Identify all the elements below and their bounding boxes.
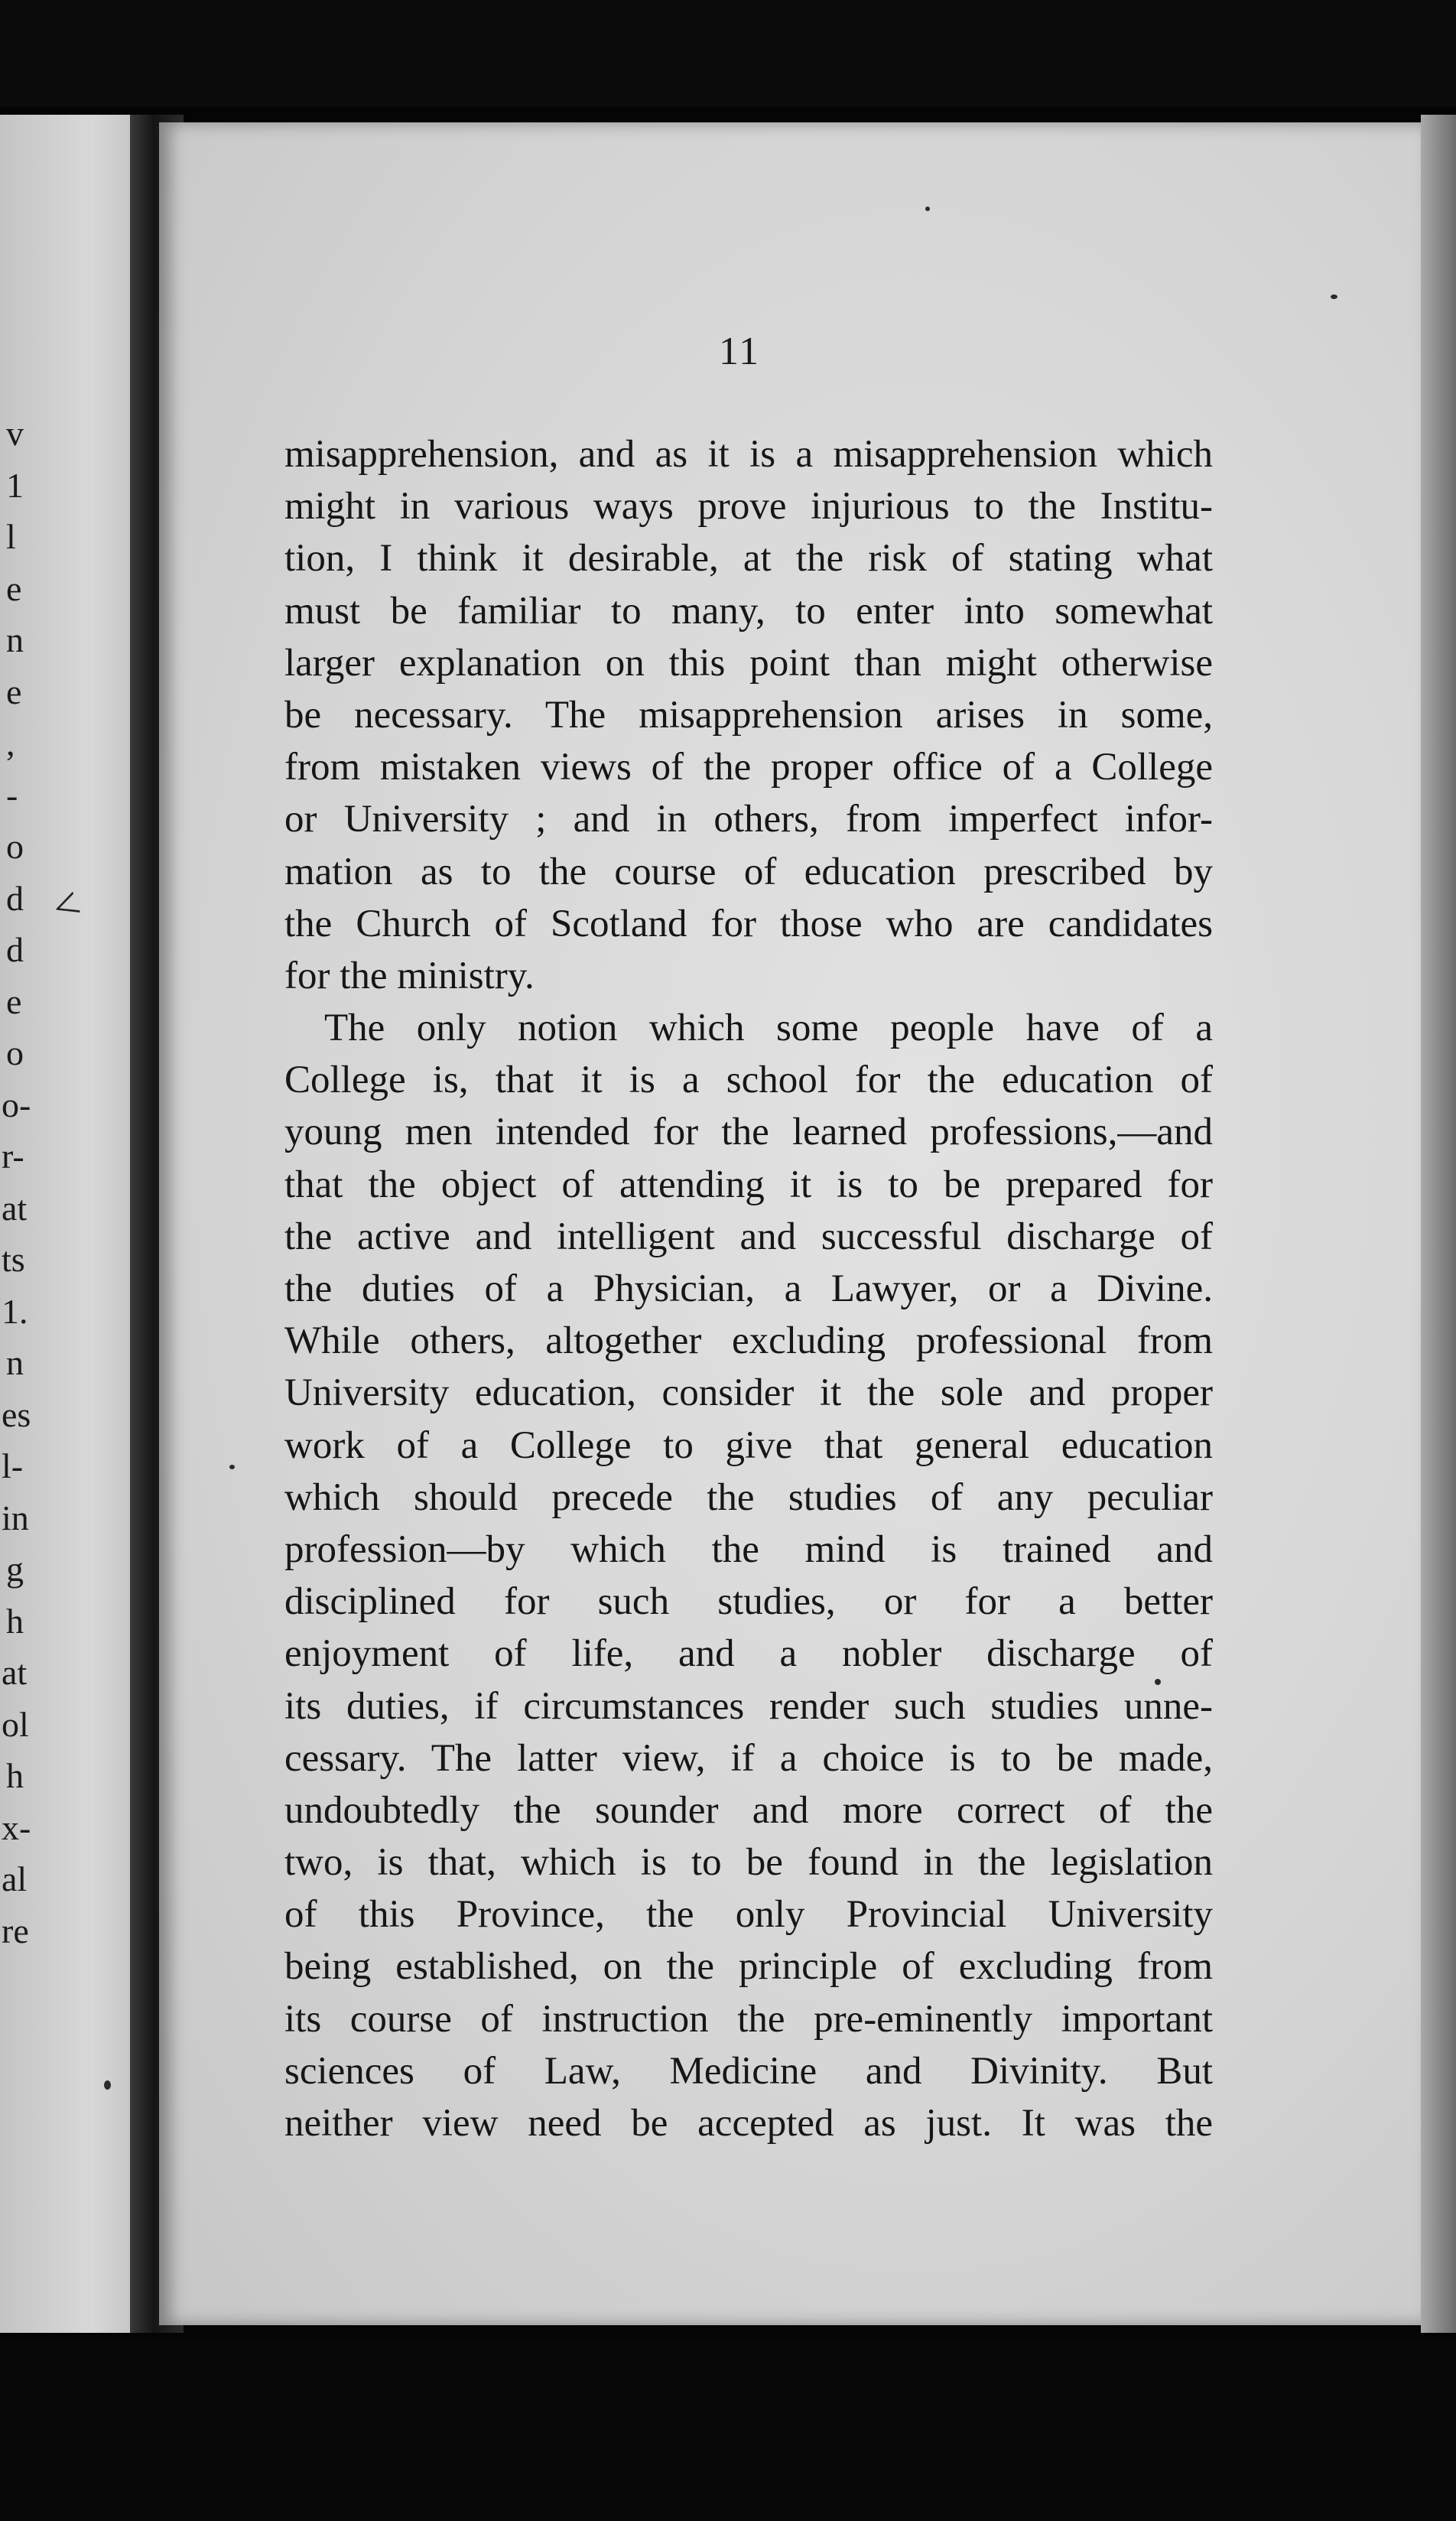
facing-page-text-fragment: at bbox=[2, 1188, 28, 1228]
text-line: misapprehension, and as it is a misapprehension which bbox=[284, 433, 1213, 476]
text-line: enjoyment of life, and a nobler discharge of bbox=[284, 1632, 1213, 1676]
scan-speck bbox=[1331, 294, 1337, 299]
facing-page-text-fragment: o- bbox=[2, 1085, 31, 1124]
scan-speck bbox=[1155, 1679, 1161, 1685]
facing-page-text-fragment: , bbox=[6, 724, 15, 763]
facing-page-text-fragment: al bbox=[2, 1859, 28, 1898]
facing-page-text-fragment: n bbox=[6, 1343, 24, 1382]
text-line: neither view need be accepted as just. It was the bbox=[284, 2102, 1213, 2145]
scan-bottom-border bbox=[0, 2340, 1456, 2521]
text-line: mation as to the course of education prescribed by bbox=[284, 850, 1213, 893]
text-line: work of a College to give that general education bbox=[284, 1423, 1213, 1467]
facing-page-text-fragment: v bbox=[6, 414, 24, 453]
text-line: that the object of attending it is to be prepared for bbox=[284, 1163, 1213, 1206]
facing-page-text-fragment: h bbox=[6, 1756, 24, 1795]
facing-page-text-fragment: o bbox=[6, 827, 24, 866]
facing-page-text-fragment: ts bbox=[2, 1240, 25, 1279]
scan-speck bbox=[104, 2080, 111, 2090]
facing-page-text-fragment: l bbox=[6, 517, 16, 556]
facing-page-text-fragment: x- bbox=[2, 1807, 31, 1847]
text-line: young men intended for the learned professions,—and bbox=[284, 1111, 1213, 1154]
text-line: being established, on the principle of excluding from bbox=[284, 1945, 1213, 1989]
text-line: profession—by which the mind is trained and bbox=[284, 1527, 1213, 1571]
facing-page-text-fragment: re bbox=[2, 1911, 29, 1950]
text-line: two, is that, which is to be found in the legislation bbox=[284, 1841, 1213, 1885]
facing-page-text-fragment: d bbox=[6, 930, 24, 969]
text-line: its course of instruction the pre-eminently important bbox=[284, 1997, 1213, 2041]
page-edge bbox=[1421, 115, 1456, 2333]
facing-page-text-fragment: o bbox=[6, 1033, 24, 1072]
facing-page-text-fragment: es bbox=[2, 1394, 31, 1434]
page-number: 11 bbox=[719, 330, 761, 373]
facing-page-text-fragment: g bbox=[6, 1550, 24, 1589]
text-line: tion, I think it desirable, at the risk of stating what bbox=[284, 537, 1213, 581]
facing-page-text-fragment: 1 bbox=[6, 465, 24, 505]
text-line: sciences of Law, Medicine and Divinity. But bbox=[284, 2049, 1213, 2093]
text-line: the Church of Scotland for those who are candidates bbox=[284, 902, 1213, 945]
facing-page-text-fragment: 1. bbox=[2, 1291, 28, 1331]
text-line: or University ; and in others, from imperfect infor- bbox=[284, 798, 1213, 841]
facing-page-text-fragment: ol bbox=[2, 1704, 29, 1744]
text-line: University education, consider it the sole and proper bbox=[284, 1371, 1213, 1415]
text-line: which should precede the studies of any peculiar bbox=[284, 1475, 1213, 1519]
text-line: might in various ways prove injurious to the Institu- bbox=[284, 485, 1213, 529]
margin-pencil-mark: < bbox=[45, 877, 87, 934]
text-line: College is, that it is a school for the education of bbox=[284, 1059, 1213, 1102]
text-line: be necessary. The misapprehension arises in some, bbox=[284, 693, 1213, 737]
text-line: undoubtedly the sounder and more correct of the bbox=[284, 1788, 1213, 1832]
facing-page-text-fragment: h bbox=[6, 1601, 24, 1641]
scan-speck bbox=[925, 207, 930, 211]
text-line: the duties of a Physician, a Lawyer, or a Divine. bbox=[284, 1267, 1213, 1310]
facing-page-text-fragment: e bbox=[6, 568, 22, 608]
facing-page-text-fragment: in bbox=[2, 1498, 29, 1537]
facing-page-text-fragment: e bbox=[6, 981, 22, 1021]
facing-page-text-fragment: at bbox=[2, 1653, 28, 1692]
text-line: While others, altogether excluding professional from bbox=[284, 1319, 1213, 1363]
text-line: for the ministry. bbox=[284, 954, 535, 997]
text-line: must be familiar to many, to enter into somewhat bbox=[284, 589, 1213, 633]
facing-page-text-fragment: n bbox=[6, 620, 24, 659]
text-line: disciplined for such studies, or for a better bbox=[284, 1580, 1213, 1624]
text-line: cessary. The latter view, if a choice is to be made, bbox=[284, 1736, 1213, 1780]
text-line: The only notion which some people have of a bbox=[324, 1007, 1213, 1050]
text-line: of this Province, the only Provincial University bbox=[284, 1893, 1213, 1937]
facing-page-text-fragment: r- bbox=[2, 1137, 24, 1176]
text-line: its duties, if circumstances render such studies unne- bbox=[284, 1684, 1213, 1728]
scan-top-border bbox=[0, 0, 1456, 107]
text-line: larger explanation on this point than might otherwise bbox=[284, 641, 1213, 685]
scan-speck bbox=[229, 1465, 235, 1469]
body-text bbox=[284, 428, 1213, 2149]
text-line: from mistaken views of the proper office of a College bbox=[284, 746, 1213, 789]
facing-page-text-fragment: l- bbox=[2, 1446, 24, 1485]
facing-page-text-fragment: e bbox=[6, 672, 22, 711]
facing-page-text-fragment: d bbox=[6, 878, 24, 918]
text-line: the active and intelligent and successful discharge of bbox=[284, 1215, 1213, 1258]
facing-page-text-fragment: - bbox=[6, 775, 18, 815]
